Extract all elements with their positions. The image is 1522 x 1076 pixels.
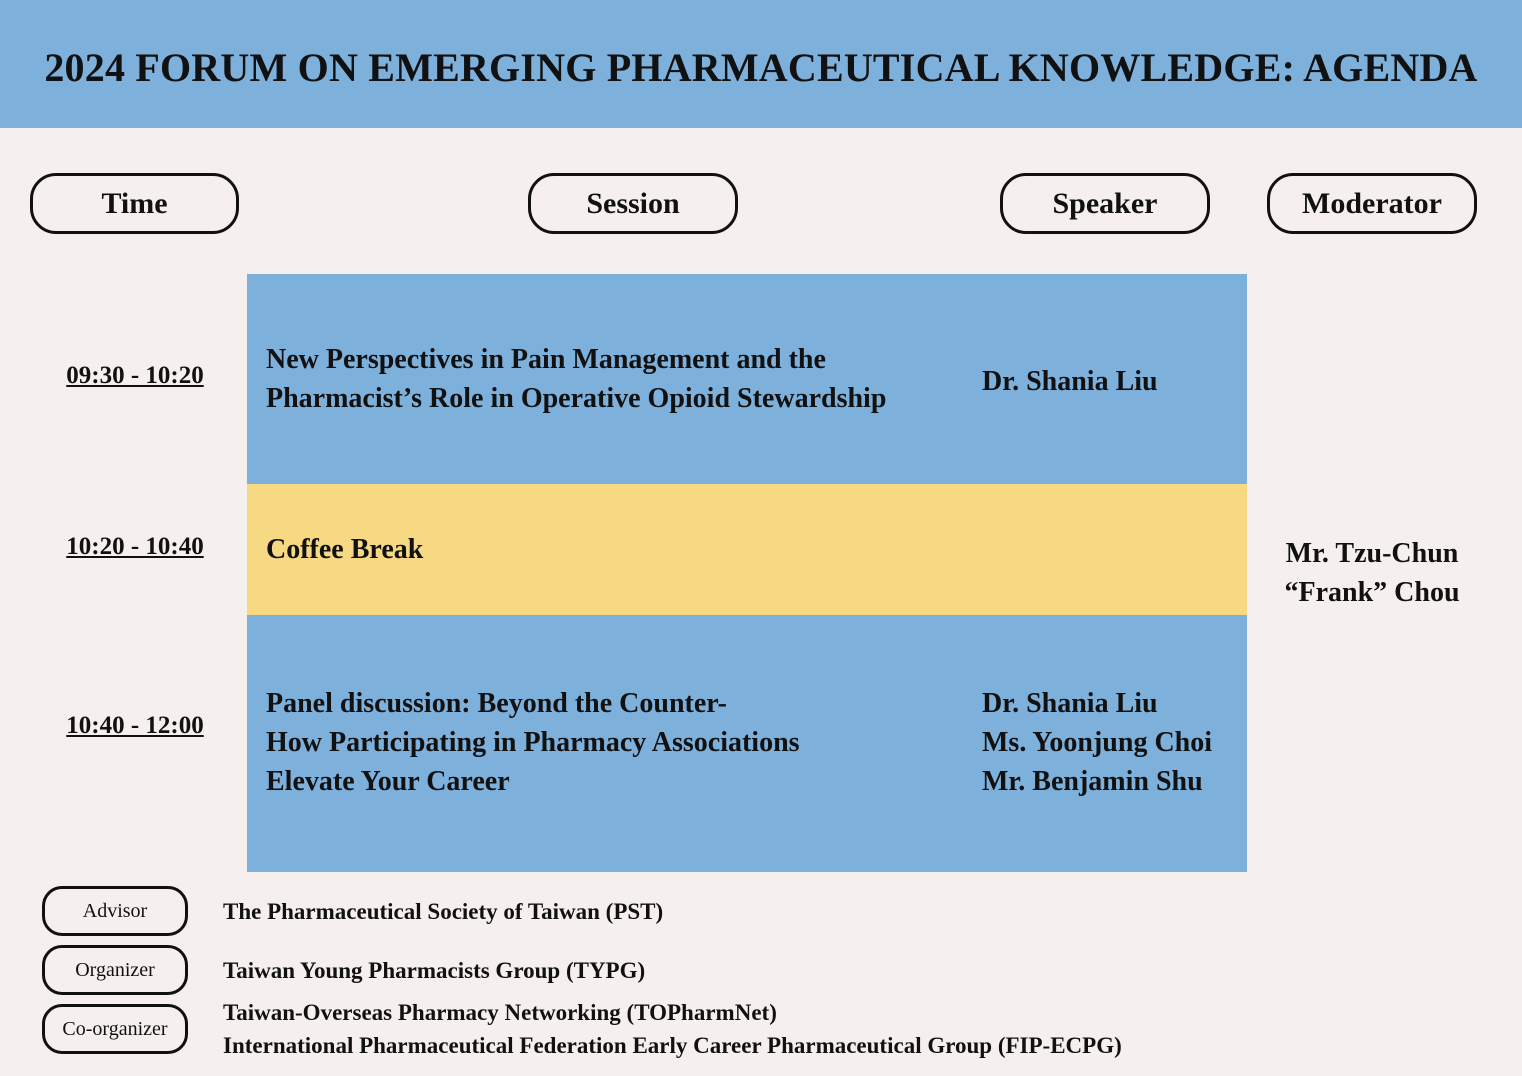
column-header-moderator: Moderator	[1267, 173, 1477, 234]
column-header-speaker: Speaker	[1000, 173, 1210, 234]
session-title-line: New Perspectives in Pain Management and the	[266, 344, 826, 375]
co-organizer-orgs	[223, 996, 1122, 1062]
advisor-org: The Pharmaceutical Society of Taiwan (PST)	[223, 899, 664, 924]
organizer-org: Taiwan Young Pharmacists Group (TYPG)	[223, 958, 646, 983]
speaker-name: Mr. Benjamin Shu	[982, 766, 1203, 797]
moderator-name	[1257, 534, 1487, 612]
speaker-name: Dr. Shania Liu	[982, 366, 1158, 397]
page-title: 2024 FORUM ON EMERGING PHARMACEUTICAL KNOWLEDGE: AGENDA	[44, 45, 1478, 90]
session-title-line: Elevate Your Career	[266, 766, 510, 797]
column-header-session: Session	[528, 173, 738, 234]
speaker-name: Dr. Shania Liu	[982, 688, 1158, 719]
time-slot: 10:40 - 12:00	[66, 712, 204, 739]
session-title-line: Panel discussion: Beyond the Counter-	[266, 688, 728, 719]
speaker-list	[982, 362, 1158, 401]
speaker-name: Ms. Yoonjung Choi	[982, 727, 1213, 758]
moderator-line: Mr. Tzu-Chun	[1285, 538, 1459, 569]
advisor-label: Advisor	[42, 886, 188, 936]
co-organizer-org: International Pharmaceutical Federation Early Career Pharmaceutical Group (FIP-ECPG)	[223, 1033, 1122, 1058]
co-organizer-org: Taiwan-Overseas Pharmacy Networking (TOPharmNet)	[223, 1000, 777, 1025]
session-title-line: How Participating in Pharmacy Associations	[266, 727, 800, 758]
co-organizer-label: Co-organizer	[42, 1004, 188, 1054]
session-title-line: Coffee Break	[266, 534, 424, 565]
session-title-line: Pharmacist’s Role in Operative Opioid Stewardship	[266, 383, 887, 414]
session-title	[266, 530, 423, 569]
time-slot: 09:30 - 10:20	[66, 362, 204, 389]
speaker-list	[982, 684, 1212, 801]
organizer-label: Organizer	[42, 945, 188, 995]
moderator-line: “Frank” Chou	[1284, 577, 1460, 608]
time-slot: 10:20 - 10:40	[66, 533, 204, 560]
session-title	[266, 684, 800, 801]
session-title	[266, 340, 886, 418]
column-header-time: Time	[30, 173, 239, 234]
